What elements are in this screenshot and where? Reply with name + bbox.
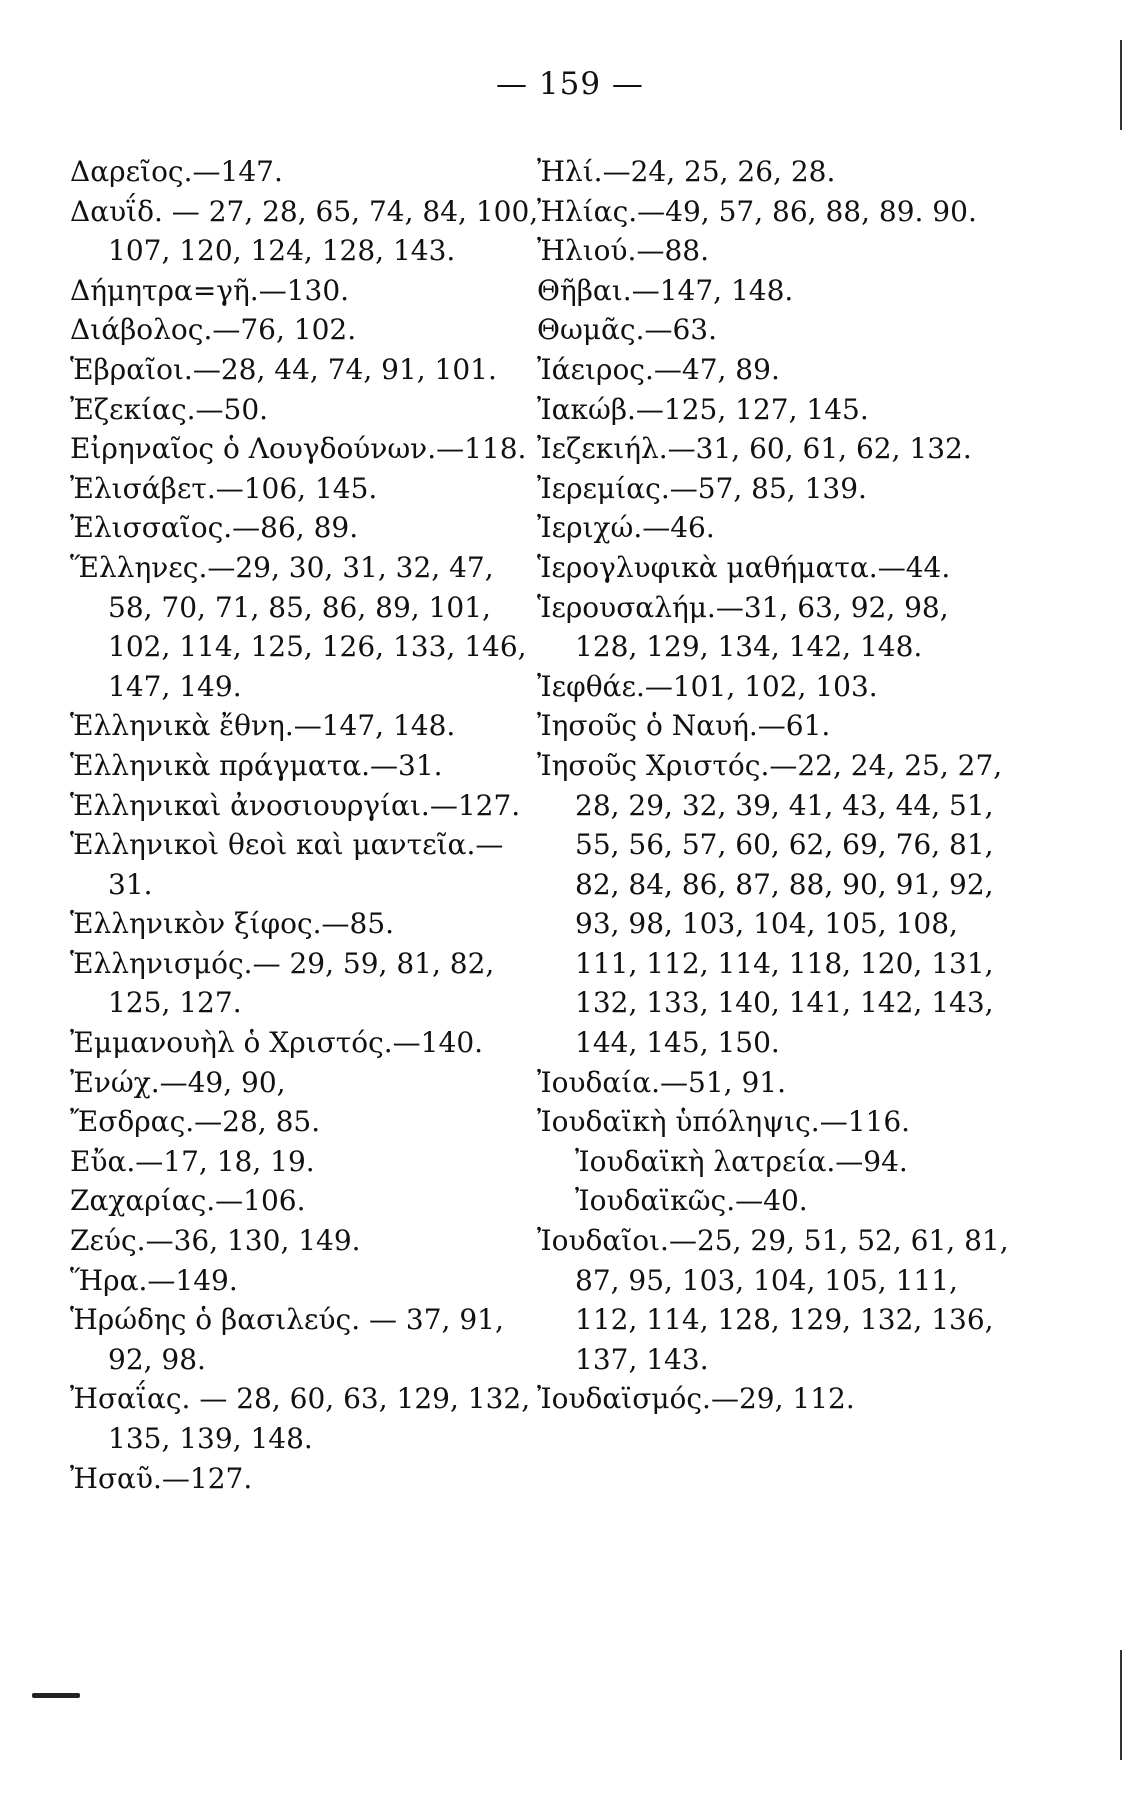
index-entry: Ἠσαΐας. — 28, 60, 63, 129, 132, 135, 139, 148. [70, 1382, 531, 1455]
scan-edge-line-bottom [1120, 1650, 1122, 1760]
index-entry: Ἑλληνικοὶ θεοὶ καὶ μαντεῖα.—31. [70, 828, 504, 901]
index-column-left [70, 152, 540, 1498]
index-entry: Θωμᾶς.—63. [537, 313, 718, 347]
index-entry: Ἰουδαϊκὴ ὑπόληψις.—116. Ἰουδαϊκὴ λατρεία.—94. Ἰουδαϊκῶς.—40. [537, 1105, 911, 1218]
index-entry: Εἰρηναῖος ὁ Λουγδούνων.—118. [70, 432, 527, 466]
index-entry: Ἰησοῦς Χριστός.—22, 24, 25, 27, 28, 29, 32, 39, 41, 43, 44, 51, 55, 56, 57, 60, 62, 69, 76, 81, 82, 84, 86, 87, 88, 90, 91, 92, 93, 98, 103, 104, 105, 108, 111, 112, 114, 118, 120, 131, 132, 133, 140, 141, 142, 143, 144, 145, 150. [537, 748, 1003, 1060]
index-entry: Ἰουδαία.—51, 91. [537, 1065, 786, 1099]
index-column-right [537, 152, 1017, 1419]
index-entry: Ἑλληνικαὶ ἀνοσιουργίαι.—127. [70, 788, 521, 822]
index-entry: Ἑλληνισμός.— 29, 59, 81, 82, 125, 127. [70, 946, 495, 1020]
index-entry: Ἕλληνες.—29, 30, 31, 32, 47, 58, 70, 71, 85, 86, 89, 101, 102, 114, 125, 126, 133, 146, 147, 149. [70, 550, 527, 703]
scan-edge-line-top [1120, 40, 1122, 130]
index-entry: Ἰερεμίας.—57, 85, 139. [537, 471, 867, 505]
index-entry: Ἰησοῦς ὁ Ναυή.—61. [537, 709, 831, 743]
index-entry: Ἐνώχ.—49, 90, [70, 1065, 286, 1099]
index-entry: Ἰακώβ.—125, 127, 145. [537, 392, 869, 426]
index-entry: Ἑλληνικὰ πράγματα.—31. [70, 748, 443, 782]
index-entry: Ἑβραῖοι.—28, 44, 74, 91, 101. [70, 352, 497, 386]
index-entry: Ἐμμανουὴλ ὁ Χριστός.—140. [70, 1026, 484, 1060]
index-entry: Ἠλί.—24, 25, 26, 28. [537, 155, 836, 188]
index-entry: Διάβολος.—76, 102. [70, 313, 357, 347]
index-entry: Ἠλίας.—49, 57, 86, 88, 89. 90. [537, 194, 977, 228]
index-entry: Ἰάειρος.—47, 89. [537, 352, 780, 386]
index-entry: Ἰεφθάε.—101, 102, 103. [537, 669, 878, 703]
index-entry: Θῆβαι.—147, 148. [537, 273, 794, 307]
page-number: — 159 — [496, 66, 644, 102]
index-entry: Ἐλισσαῖος.—86, 89. [70, 511, 359, 545]
index-entry: Ἱερογλυφικὰ μαθήματα.—44. [537, 550, 951, 584]
footer-rule-mark [32, 1693, 80, 1698]
index-entry: Ἑλληνικὸν ξίφος.—85. [70, 907, 395, 941]
index-entry: Ἰεριχώ.—46. [537, 511, 715, 545]
index-entry: Ἠσαῦ.—127. [70, 1461, 253, 1495]
index-entry: Δαρεῖος.—147. [70, 155, 283, 188]
index-entry: Ἑλληνικὰ ἔθνη.—147, 148. [70, 709, 456, 743]
index-entry: Εὔα.—17, 18, 19. [70, 1144, 315, 1178]
index-entry: Ζαχαρίας.—106. [70, 1184, 306, 1218]
index-entry: Ἰεζεκιήλ.—31, 60, 61, 62, 132. [537, 432, 972, 466]
index-entry: Ἰουδαῖοι.—25, 29, 51, 52, 61, 81, 87, 95, 103, 104, 105, 111, 112, 114, 128, 129, 132, 136, 137, 143. [537, 1224, 1009, 1376]
index-entry: Ἠλιού.—88. [537, 234, 709, 268]
index-entry: Ἥρα.—149. [70, 1263, 238, 1297]
index-entry: Ἰουδαϊσμός.—29, 112. [537, 1382, 855, 1416]
index-entry: Ἡρώδης ὁ βασιλεύς. — 37, 91, 92, 98. [70, 1303, 504, 1376]
index-entry: Ζεύς.—36, 130, 149. [70, 1224, 361, 1258]
index-entry: Δήμητρα=γῆ.—130. [70, 273, 350, 307]
index-entry: Ἱερουσαλήμ.—31, 63, 92, 98, 128, 129, 134, 142, 148. [537, 590, 949, 664]
index-entry: Ἔσδρας.—28, 85. [70, 1105, 321, 1139]
index-entry: Ἐλισάβετ.—106, 145. [70, 471, 378, 505]
index-entry: Δαυΐδ. — 27, 28, 65, 74, 84, 100, 107, 120, 124, 128, 143. [70, 194, 539, 268]
index-entry: Ἐζεκίας.—50. [70, 392, 269, 426]
